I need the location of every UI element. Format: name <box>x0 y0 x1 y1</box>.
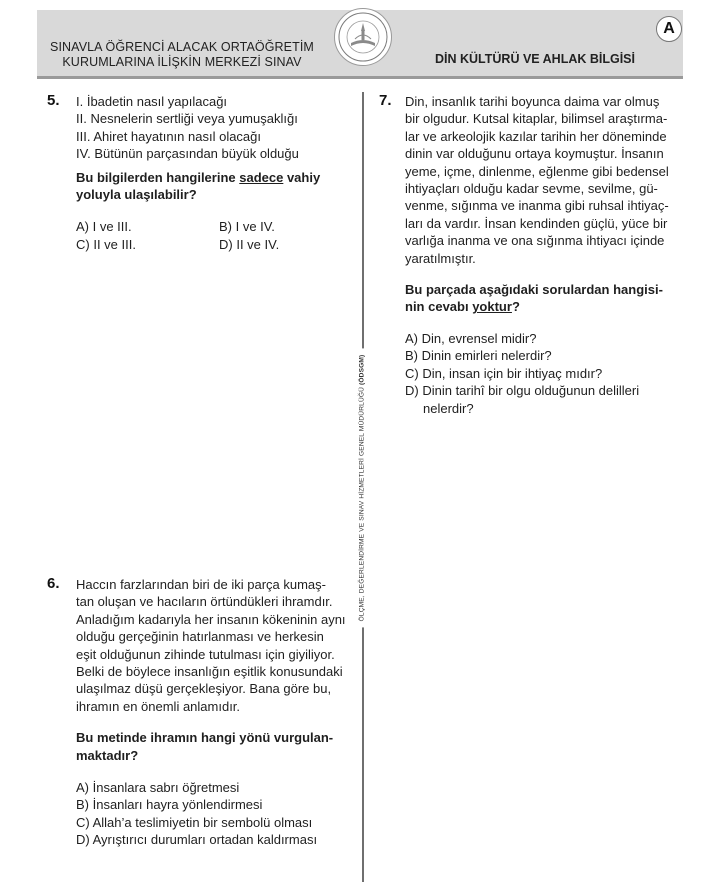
q7-text-line7: venme, sığınma ve inanma gibi ruhsal ihtiyaç- <box>405 198 669 214</box>
q7-option-d[interactable]: D) Dinin tarihî bir olgu olduğunun delilleri <box>405 383 640 399</box>
ministry-seal-logo <box>334 8 392 66</box>
q7-stem-underlined: yoktur <box>472 299 512 315</box>
q6-text-line7: ulaşılmaz düşü gerçekleşiyor. Bana göre bu, <box>76 681 332 697</box>
q6-text-line6: Belki de böylece insanlığın eşitlik konusundaki <box>76 664 343 680</box>
q7-text-line1: Din, insanlık tarihi boyunca daima var olmuş <box>405 94 660 109</box>
q6-text-line4: olduğu gerçeğinin hatırlanması ve herkesin <box>76 629 324 645</box>
question-7-number: 7. <box>379 92 392 109</box>
q6-option-b[interactable]: B) İnsanları hayra yönlendirmesi <box>76 797 263 813</box>
q5-stem-line1 <box>76 169 356 186</box>
q6-option-d[interactable]: D) Ayrıştırıcı durumları ortadan kaldırması <box>76 832 318 848</box>
q7-stem-line2 <box>405 298 695 315</box>
side-text-main: ÖLÇME, DEĞERLENDİRME VE SINAV HİZMETLERİ GENEL MÜDÜRLÜĞÜ <box>358 386 366 622</box>
q6-stem-line1: Bu metinde ihramın hangi yönü vurgulan- <box>76 730 334 746</box>
q7-text-line2: bir olgudur. Kutsal kitaplar, bilimsel araştırma- <box>405 111 668 127</box>
q5-options-row-1 <box>76 218 356 235</box>
q7-option-b[interactable]: B) Dinin emirleri nelerdir? <box>405 348 552 364</box>
q6-text-line8: ihramın en önemli anlamıdır. <box>76 698 241 714</box>
q5-item-4: IV. Bütünün parçasından büyük olduğu <box>76 146 299 162</box>
exam-title-line2: KURUMLARINA İLİŞKİN MERKEZİ SINAV <box>62 55 302 69</box>
question-5-number: 5. <box>47 92 60 109</box>
question-6-number: 6. <box>47 575 60 592</box>
side-vertical-text <box>359 349 366 628</box>
q7-option-d-continued: nelerdir? <box>423 400 474 416</box>
q7-text-line6: ihtiyaçları olduğu kadar sevme, sevilme, gü- <box>405 181 658 197</box>
q6-option-a[interactable]: A) İnsanlara sabrı öğretmesi <box>76 780 240 796</box>
q6-option-c[interactable]: C) Allah’a teslimiyetin bir sembolü olması <box>76 814 313 830</box>
q7-text-line3: lar ve arkeolojik kazılar tarihin her döneminde <box>405 128 667 144</box>
side-text-abbr: (ÖDSGM) <box>358 354 366 385</box>
q7-option-a[interactable]: A) Din, evrensel midir? <box>405 330 537 346</box>
seal-emblem-icon <box>335 9 391 65</box>
q7-text-line5: yeme, içme, dinlenme, eğlenme gibi bedensel <box>405 163 669 179</box>
q5-options-row-2 <box>76 236 356 253</box>
q5-stem-underlined: sadece <box>239 169 284 185</box>
booklet-badge: A <box>656 16 682 42</box>
question-6 <box>76 576 356 849</box>
q5-option-d[interactable]: D) II ve IV. <box>219 236 280 252</box>
q7-text-line8: ları da vardır. İnsan kendinden güçlü, yüce bir <box>405 215 668 231</box>
q7-stem-post: ? <box>511 299 520 315</box>
exam-title-line1: SINAVLA ÖĞRENCİ ALACAK ORTAÖĞRETİM <box>50 40 314 54</box>
exam-title <box>37 40 327 70</box>
q7-text-line10: yaratılmıştır. <box>405 250 476 266</box>
q7-text-line9: varlığa inanma ve ona sığınma ihtiyacı içinde <box>405 233 665 249</box>
q6-text-line3: Anladığım kadarıyla her insanın kökeninin aynı <box>76 611 346 627</box>
q5-option-b[interactable]: B) I ve IV. <box>219 219 275 235</box>
question-5 <box>76 93 356 253</box>
question-7 <box>405 93 695 417</box>
q6-stem-line2: maktadır? <box>76 747 139 763</box>
q5-stem-line2: yoluyla ulaşılabilir? <box>76 187 197 203</box>
q5-option-c[interactable]: C) II ve III. <box>76 236 136 252</box>
q7-stem-line1: Bu parçada aşağıdaki sorulardan hangisi- <box>405 282 663 298</box>
q7-option-c[interactable]: C) Din, insan için bir ihtiyaç mıdır? <box>405 365 603 381</box>
q7-text-line4: dinin var olduğunu ortaya koymuştur. İnsanın <box>405 146 664 162</box>
q5-item-2: II. Nesnelerin sertliği veya yumuşaklığı <box>76 111 298 127</box>
q6-text-line1: Haccın farzlarından biri de iki parça kumaş- <box>76 577 326 592</box>
q5-option-a[interactable]: A) I ve III. <box>76 219 132 235</box>
q5-stem-post: vahiy <box>283 169 321 185</box>
q5-stem-pre: Bu bilgilerden hangilerine <box>76 169 240 185</box>
q6-text-line5: eşit olduğunun zihinde tutulması için giyiliyor. <box>76 646 335 662</box>
q7-stem-pre: nin cevabı <box>405 299 473 315</box>
q5-item-3: III. Ahiret hayatının nasıl olacağı <box>76 128 262 144</box>
q5-item-1: I. İbadetin nasıl yapılacağı <box>76 94 228 109</box>
subject-title: DİN KÜLTÜRÜ VE AHLAK BİLGİSİ <box>435 52 635 66</box>
q6-text-line2: tan oluşan ve hacıların örtündükleri ihramdır. <box>76 594 333 610</box>
